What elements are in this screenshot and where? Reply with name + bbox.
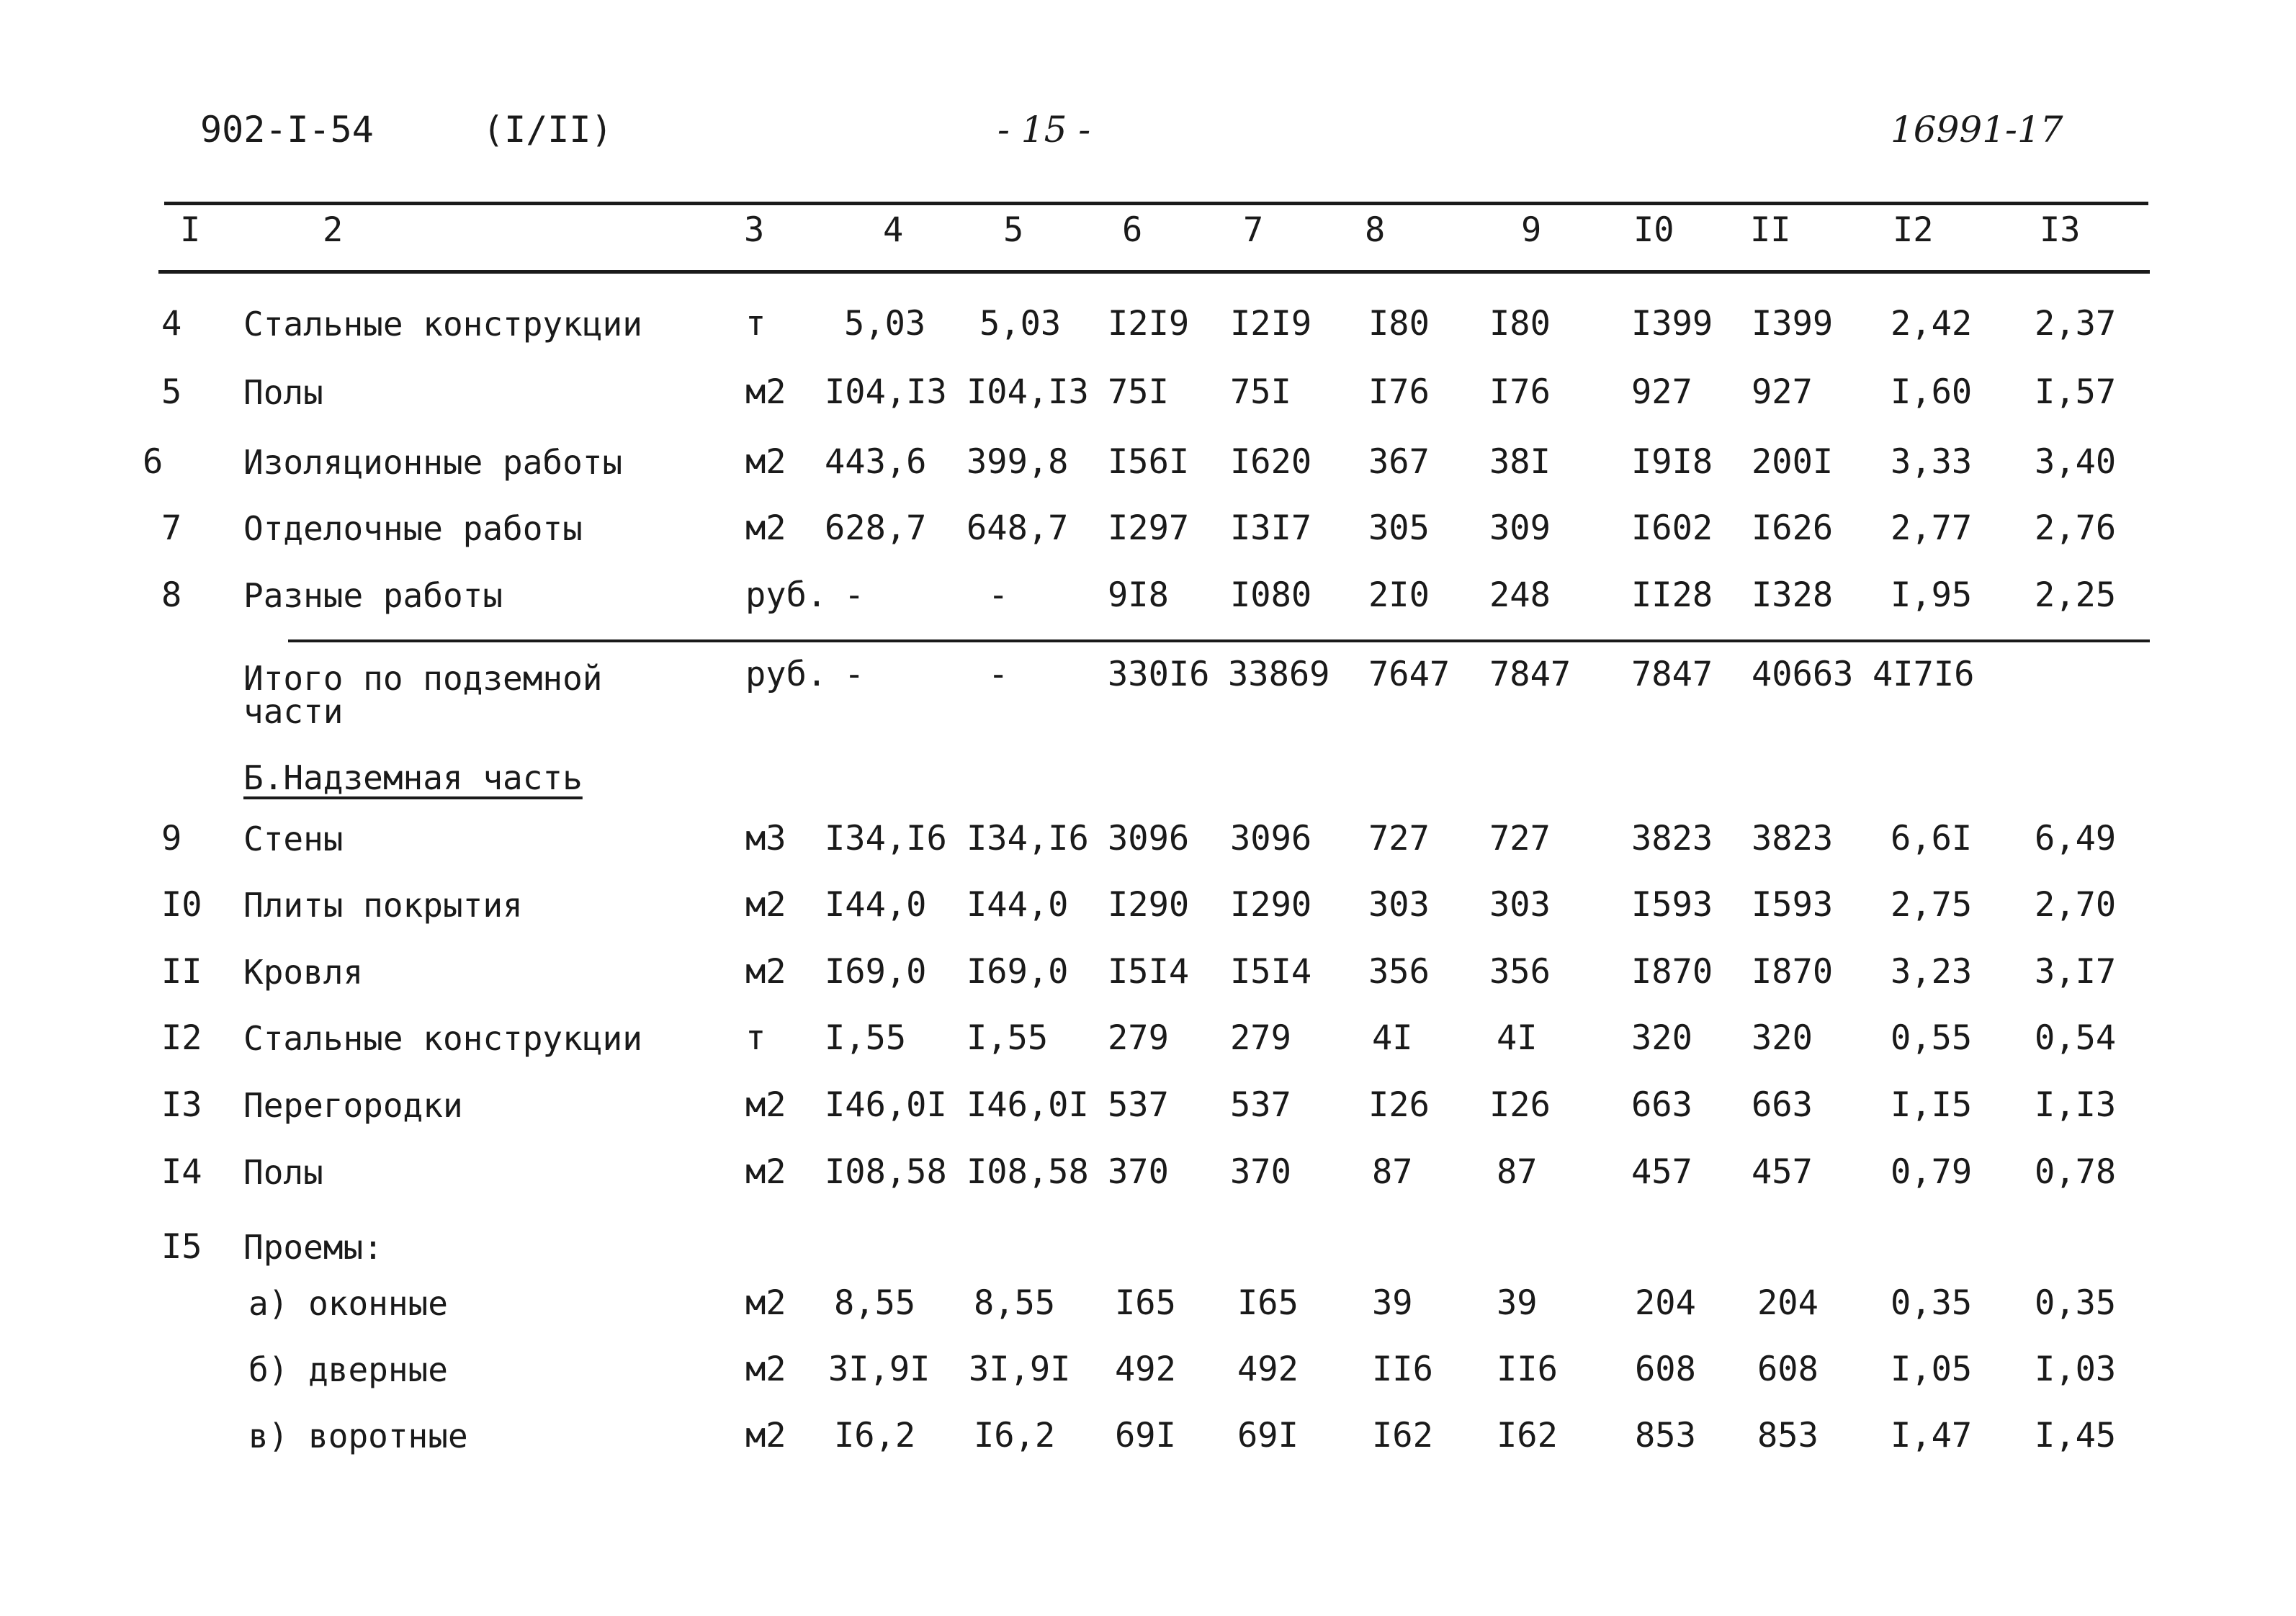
cell-col4: 443,6: [825, 442, 927, 482]
cell-col9: I62: [1497, 1416, 1558, 1455]
table-row: [0, 1224, 2296, 1270]
cell-col11: I399: [1752, 304, 1834, 344]
cell-col7: I080: [1230, 575, 1312, 615]
cell-col13: I,45: [2035, 1416, 2117, 1455]
cell-col13: 0,54: [2035, 1018, 2117, 1058]
cell-col7: I2I9: [1230, 304, 1312, 344]
row-unit: м2: [745, 442, 786, 482]
cell-col8: 4I: [1372, 1018, 1413, 1058]
cell-col12: 2,75: [1891, 885, 1973, 925]
row-name: Стены: [243, 820, 344, 858]
cell-col12: 4I7I6: [1873, 655, 1975, 694]
cell-col10: 7847: [1631, 655, 1713, 694]
table-row: [0, 369, 2296, 416]
cell-col4: -: [844, 655, 865, 694]
cell-col7: 492: [1237, 1350, 1299, 1389]
table-row: [0, 816, 2296, 862]
cell-col5: I46,0I: [967, 1085, 1089, 1125]
cell-col9: I80: [1489, 304, 1551, 344]
row-unit: м2: [745, 508, 786, 548]
cell-col11: 320: [1752, 1018, 1813, 1058]
cell-col9: 248: [1489, 575, 1551, 615]
cell-col4: 5,03: [844, 304, 926, 344]
cell-col10: I399: [1631, 304, 1713, 344]
cell-col5: 5,03: [979, 304, 1062, 344]
cell-col11: I626: [1752, 508, 1834, 548]
row-name: Перегородки: [243, 1086, 463, 1125]
table-row: [0, 1280, 2296, 1327]
column-header: I3: [2040, 210, 2081, 250]
table-row: [0, 1413, 2296, 1459]
cell-col7: 370: [1230, 1152, 1291, 1192]
cell-col8: 367: [1368, 442, 1430, 482]
cell-col6: I2I9: [1108, 304, 1190, 344]
cell-col10: 204: [1635, 1283, 1696, 1323]
cell-col12: 2,77: [1891, 508, 1973, 548]
section-title: Б.Надземная часть: [243, 758, 583, 797]
cell-col11: 200I: [1752, 442, 1834, 482]
row-unit: м2: [745, 1283, 786, 1323]
cell-col13: 0,35: [2035, 1283, 2117, 1323]
table-row: [0, 1347, 2296, 1393]
cell-col13: 0,78: [2035, 1152, 2117, 1192]
row-number: I3: [161, 1085, 202, 1125]
cell-col5: -: [988, 575, 1009, 615]
cell-col12: 3,23: [1891, 952, 1973, 992]
row-number: 6: [143, 442, 163, 482]
cell-col11: 608: [1757, 1350, 1819, 1389]
cell-col11: 3823: [1752, 819, 1834, 858]
cell-col5: I04,I3: [967, 372, 1089, 412]
column-header: I0: [1633, 210, 1674, 250]
row-name: Проемы:: [243, 1228, 383, 1267]
row-unit: м2: [745, 1350, 786, 1389]
table-row: [0, 1082, 2296, 1128]
column-header: I2: [1893, 210, 1934, 250]
cell-col9: 727: [1489, 819, 1551, 858]
table-row: [0, 439, 2296, 485]
subtotal-unit: руб.: [745, 655, 828, 694]
row-name: в) воротные: [248, 1417, 468, 1455]
cell-col8: 303: [1368, 885, 1430, 925]
subtotal-name: Итого по подземной части: [243, 659, 603, 731]
row-unit: м3: [745, 819, 786, 858]
cell-col12: 0,35: [1891, 1283, 1973, 1323]
cell-col7: 33869: [1228, 655, 1330, 694]
cell-col12: 0,55: [1891, 1018, 1973, 1058]
cell-col13: I,57: [2035, 372, 2117, 412]
cell-col12: 6,6I: [1891, 819, 1973, 858]
cell-col10: 320: [1631, 1018, 1692, 1058]
cell-col6: I65: [1115, 1283, 1176, 1323]
cell-col6: 279: [1108, 1018, 1169, 1058]
cell-col10: 927: [1631, 372, 1692, 412]
row-unit: м2: [745, 1416, 786, 1455]
cell-col6: 537: [1108, 1085, 1169, 1125]
cell-col13: 2,37: [2035, 304, 2117, 344]
row-unit: т: [745, 304, 766, 344]
column-header: 6: [1122, 210, 1143, 250]
cell-col7: I620: [1230, 442, 1312, 482]
row-unit: руб.: [745, 575, 828, 615]
cell-col8: I76: [1368, 372, 1430, 412]
cell-col4: I6,2: [834, 1416, 916, 1455]
cell-col8: 727: [1368, 819, 1430, 858]
page-number: - 15 -: [997, 109, 1091, 151]
cell-col9: II6: [1497, 1350, 1558, 1389]
cell-col9: 303: [1489, 885, 1551, 925]
column-header: 8: [1365, 210, 1386, 250]
cell-col8: 356: [1368, 952, 1430, 992]
cell-col13: 6,49: [2035, 819, 2117, 858]
row-number: II: [161, 952, 202, 992]
cell-col7: 75I: [1230, 372, 1291, 412]
cell-col9: 356: [1489, 952, 1551, 992]
cell-col5: 8,55: [974, 1283, 1056, 1323]
cell-col8: 305: [1368, 508, 1430, 548]
row-name: Стальные конструкции: [243, 305, 642, 344]
cell-col7: I3I7: [1230, 508, 1312, 548]
table-row: [0, 1149, 2296, 1195]
cell-col13: 3,40: [2035, 442, 2117, 482]
cell-col13: 2,25: [2035, 575, 2117, 615]
cell-col4: -: [844, 575, 865, 615]
cell-col8: 2I0: [1368, 575, 1430, 615]
cell-col12: I,05: [1891, 1350, 1973, 1389]
cell-col8: I80: [1368, 304, 1430, 344]
cell-col9: 7847: [1489, 655, 1571, 694]
cell-col5: I69,0: [967, 952, 1069, 992]
cell-col13: I,03: [2035, 1350, 2117, 1389]
row-unit: м2: [745, 952, 786, 992]
cell-col10: I870: [1631, 952, 1713, 992]
subtotal-row: [0, 652, 2296, 731]
cell-col4: I08,58: [825, 1152, 947, 1192]
column-header: 2: [323, 210, 344, 250]
row-unit: т: [745, 1018, 766, 1058]
cell-col9: I76: [1489, 372, 1551, 412]
cell-col5: I6,2: [974, 1416, 1056, 1455]
cell-col9: 4I: [1497, 1018, 1538, 1058]
cell-col5: -: [988, 655, 1009, 694]
cell-col5: I34,I6: [967, 819, 1089, 858]
column-header: I: [180, 210, 201, 250]
row-unit: м2: [745, 1152, 786, 1192]
cell-col6: 3096: [1108, 819, 1190, 858]
cell-col6: I297: [1108, 508, 1190, 548]
cell-col6: I5I4: [1108, 952, 1190, 992]
cell-col5: I08,58: [967, 1152, 1089, 1192]
row-number: 7: [161, 508, 182, 548]
cell-col5: 648,7: [967, 508, 1069, 548]
cell-col10: I9I8: [1631, 442, 1713, 482]
cell-col6: I56I: [1108, 442, 1190, 482]
stamp-number: 16991-17: [1891, 109, 2063, 151]
cell-col12: I,95: [1891, 575, 1973, 615]
cell-col9: 309: [1489, 508, 1551, 548]
row-number: I2: [161, 1018, 202, 1058]
table-row: [0, 573, 2296, 619]
cell-col9: 39: [1497, 1283, 1538, 1323]
cell-col10: II28: [1631, 575, 1713, 615]
cell-col7: 279: [1230, 1018, 1291, 1058]
cell-col13: 3,I7: [2035, 952, 2117, 992]
cell-col5: 3I,9I: [969, 1350, 1071, 1389]
cell-col4: I04,I3: [825, 372, 947, 412]
row-unit: м2: [745, 372, 786, 412]
cell-col10: I602: [1631, 508, 1713, 548]
cell-col6: 492: [1115, 1350, 1176, 1389]
cell-col4: I44,0: [825, 885, 927, 925]
row-name: а) оконные: [248, 1284, 448, 1323]
table-row: [0, 1015, 2296, 1061]
cell-col11: 40663: [1752, 655, 1854, 694]
album-number: (I/II): [483, 109, 613, 151]
row-number: I5: [161, 1227, 202, 1267]
cell-col5: 399,8: [967, 442, 1069, 482]
column-header: 5: [1003, 210, 1024, 250]
cell-col12: I,60: [1891, 372, 1973, 412]
table-row: [0, 949, 2296, 995]
row-name: б) дверные: [248, 1350, 448, 1389]
row-unit: м2: [745, 885, 786, 925]
cell-col10: 3823: [1631, 819, 1713, 858]
cell-col9: 87: [1497, 1152, 1538, 1192]
cell-col8: 87: [1372, 1152, 1413, 1192]
cell-col8: II6: [1372, 1350, 1433, 1389]
cell-col5: I,55: [967, 1018, 1049, 1058]
cell-col6: I290: [1108, 885, 1190, 925]
cell-col13: 2,70: [2035, 885, 2117, 925]
row-name: Изоляционные работы: [243, 443, 623, 482]
section-heading-row: [0, 755, 2296, 801]
cell-col11: I593: [1752, 885, 1834, 925]
cell-col13: 2,76: [2035, 508, 2117, 548]
column-header: II: [1750, 210, 1791, 250]
cell-col12: 2,42: [1891, 304, 1973, 344]
row-number: 9: [161, 819, 182, 858]
cell-col11: 663: [1752, 1085, 1813, 1125]
table-row: [0, 882, 2296, 928]
cell-col6: 370: [1108, 1152, 1169, 1192]
column-header: 4: [883, 210, 904, 250]
cell-col6: 330I6: [1108, 655, 1210, 694]
cell-col7: 537: [1230, 1085, 1291, 1125]
cell-col8: 39: [1372, 1283, 1413, 1323]
cell-col6: 69I: [1115, 1416, 1176, 1455]
subtotal-rule: [288, 639, 2150, 642]
column-header: 9: [1521, 210, 1542, 250]
cell-col8: I62: [1372, 1416, 1433, 1455]
row-number: 8: [161, 575, 182, 615]
cell-col7: 69I: [1237, 1416, 1299, 1455]
cell-col10: 663: [1631, 1085, 1692, 1125]
cell-col11: 927: [1752, 372, 1813, 412]
cell-col12: 3,33: [1891, 442, 1973, 482]
cell-col7: I5I4: [1230, 952, 1312, 992]
cell-col10: 608: [1635, 1350, 1696, 1389]
cell-col8: I26: [1368, 1085, 1430, 1125]
column-header: 3: [744, 210, 765, 250]
cell-col12: 0,79: [1891, 1152, 1973, 1192]
row-number: I4: [161, 1152, 202, 1192]
table-header-rule: [158, 270, 2150, 274]
row-number: 5: [161, 372, 182, 412]
cell-col7: I65: [1237, 1283, 1299, 1323]
cell-col12: I,I5: [1891, 1085, 1973, 1125]
cell-col9: 38I: [1489, 442, 1551, 482]
document-code: 902-I-54: [200, 109, 374, 151]
cell-col4: 3I,9I: [828, 1350, 930, 1389]
cell-col5: I44,0: [967, 885, 1069, 925]
cell-col4: I,55: [825, 1018, 907, 1058]
cell-col10: 853: [1635, 1416, 1696, 1455]
cell-col4: I46,0I: [825, 1085, 947, 1125]
cell-col10: 457: [1631, 1152, 1692, 1192]
cell-col10: I593: [1631, 885, 1713, 925]
cell-col4: I69,0: [825, 952, 927, 992]
cell-col4: 8,55: [834, 1283, 916, 1323]
table-top-rule: [164, 202, 2148, 205]
table-row: [0, 506, 2296, 552]
cell-col4: I34,I6: [825, 819, 947, 858]
table-row: [0, 301, 2296, 347]
row-name: Плиты покрытия: [243, 886, 523, 925]
cell-col7: 3096: [1230, 819, 1312, 858]
cell-col6: 9I8: [1108, 575, 1169, 615]
cell-col11: 204: [1757, 1283, 1819, 1323]
cell-col9: I26: [1489, 1085, 1551, 1125]
cell-col11: 853: [1757, 1416, 1819, 1455]
column-header: 7: [1243, 210, 1264, 250]
cell-col13: I,I3: [2035, 1085, 2117, 1125]
cell-col11: I328: [1752, 575, 1834, 615]
row-name: Полы: [243, 373, 323, 412]
cell-col7: I290: [1230, 885, 1312, 925]
cell-col8: 7647: [1368, 655, 1450, 694]
cell-col11: I870: [1752, 952, 1834, 992]
cell-col6: 75I: [1108, 372, 1169, 412]
row-name: Стальные конструкции: [243, 1019, 642, 1058]
row-number: 4: [161, 304, 182, 344]
row-name: Кровля: [243, 953, 364, 992]
row-unit: м2: [745, 1085, 786, 1125]
cell-col4: 628,7: [825, 508, 927, 548]
row-name: Разные работы: [243, 576, 503, 615]
row-name: Полы: [243, 1153, 323, 1192]
row-name: Отделочные работы: [243, 509, 583, 548]
cell-col11: 457: [1752, 1152, 1813, 1192]
cell-col12: I,47: [1891, 1416, 1973, 1455]
row-number: I0: [161, 885, 202, 925]
